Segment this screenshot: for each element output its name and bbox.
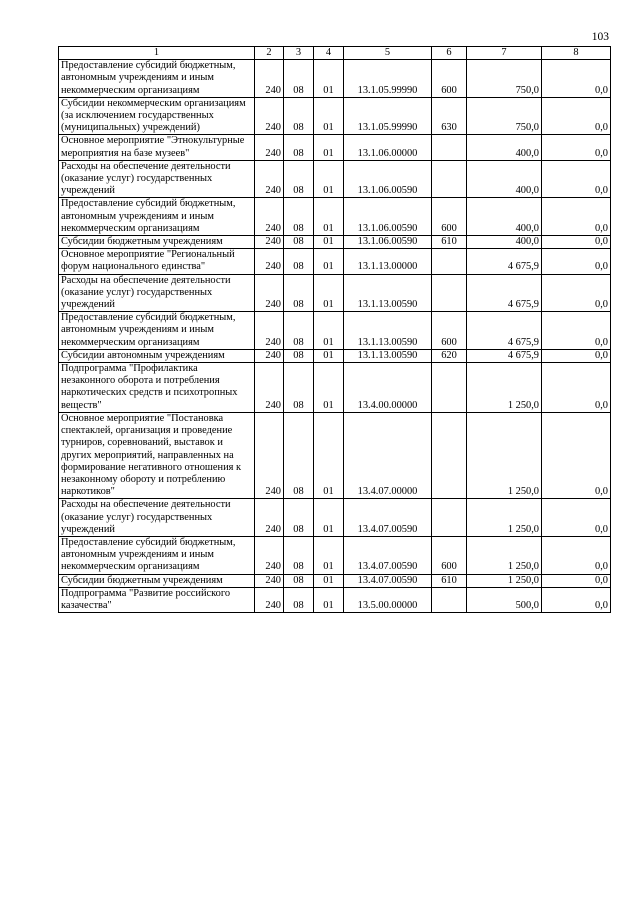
- amount-cell: 1 250,0: [467, 412, 542, 498]
- amount-2-cell: 0,0: [542, 574, 611, 587]
- amount-2-cell: 0,0: [542, 363, 611, 413]
- table-row: [59, 536, 611, 574]
- section-code-cell: 08: [284, 236, 314, 249]
- admin-code-cell: 240: [255, 412, 284, 498]
- item-name-cell: Расходы на обеспечение деятельности (оказание услуг) государственных учреждений: [59, 160, 255, 198]
- subsection-code-cell: 01: [314, 135, 344, 160]
- section-code-cell: 08: [284, 349, 314, 362]
- target-code-cell: 13.5.00.00000: [344, 587, 432, 612]
- target-code-cell: 13.1.06.00000: [344, 135, 432, 160]
- admin-code-cell: 240: [255, 160, 284, 198]
- amount-cell: 400,0: [467, 135, 542, 160]
- amount-2-cell: 0,0: [542, 60, 611, 98]
- admin-code-cell: 240: [255, 198, 284, 236]
- amount-2-cell: 0,0: [542, 236, 611, 249]
- expense-type-cell: 610: [432, 574, 467, 587]
- table-row: [59, 60, 611, 98]
- admin-code-cell: 240: [255, 274, 284, 312]
- target-code-cell: 13.1.05.99990: [344, 97, 432, 135]
- column-header: 7: [467, 47, 542, 60]
- table-row: [59, 198, 611, 236]
- subsection-code-cell: 01: [314, 349, 344, 362]
- page-number: 103: [591, 31, 609, 43]
- expense-type-cell: 600: [432, 312, 467, 350]
- amount-cell: 400,0: [467, 160, 542, 198]
- amount-cell: 1 250,0: [467, 536, 542, 574]
- section-code-cell: 08: [284, 574, 314, 587]
- admin-code-cell: 240: [255, 236, 284, 249]
- subsection-code-cell: 01: [314, 412, 344, 498]
- table-row: [59, 312, 611, 350]
- expense-type-cell: [432, 274, 467, 312]
- amount-cell: 750,0: [467, 60, 542, 98]
- table-row: [59, 97, 611, 135]
- amount-cell: 4 675,9: [467, 274, 542, 312]
- section-code-cell: 08: [284, 60, 314, 98]
- target-code-cell: 13.4.07.00000: [344, 412, 432, 498]
- amount-2-cell: 0,0: [542, 499, 611, 537]
- section-code-cell: 08: [284, 363, 314, 413]
- admin-code-cell: 240: [255, 249, 284, 274]
- admin-code-cell: 240: [255, 312, 284, 350]
- admin-code-cell: 240: [255, 574, 284, 587]
- item-name-cell: Расходы на обеспечение деятельности (оказание услуг) государственных учреждений: [59, 499, 255, 537]
- amount-2-cell: 0,0: [542, 536, 611, 574]
- admin-code-cell: 240: [255, 60, 284, 98]
- amount-cell: 750,0: [467, 97, 542, 135]
- target-code-cell: 13.1.13.00590: [344, 349, 432, 362]
- target-code-cell: 13.4.07.00590: [344, 499, 432, 537]
- target-code-cell: 13.1.13.00590: [344, 312, 432, 350]
- item-name-cell: Предоставление субсидий бюджетным, автономным учреждениям и иным некоммерческим организациям: [59, 60, 255, 98]
- target-code-cell: 13.4.07.00590: [344, 536, 432, 574]
- target-code-cell: 13.4.00.00000: [344, 363, 432, 413]
- table-row: [59, 274, 611, 312]
- column-header: 5: [344, 47, 432, 60]
- amount-2-cell: 0,0: [542, 198, 611, 236]
- header-row: [59, 47, 611, 60]
- amount-2-cell: 0,0: [542, 135, 611, 160]
- section-code-cell: 08: [284, 160, 314, 198]
- section-code-cell: 08: [284, 587, 314, 612]
- column-header: 4: [314, 47, 344, 60]
- expense-type-cell: 600: [432, 536, 467, 574]
- subsection-code-cell: 01: [314, 236, 344, 249]
- target-code-cell: 13.4.07.00590: [344, 574, 432, 587]
- amount-cell: 400,0: [467, 236, 542, 249]
- item-name-cell: Субсидии некоммерческим организациям (за исключением государственных (муниципальных) учреждений): [59, 97, 255, 135]
- expense-type-cell: [432, 499, 467, 537]
- section-code-cell: 08: [284, 499, 314, 537]
- expense-type-cell: [432, 160, 467, 198]
- admin-code-cell: 240: [255, 363, 284, 413]
- column-header: 8: [542, 47, 611, 60]
- column-header: 2: [255, 47, 284, 60]
- table-row: [59, 236, 611, 249]
- amount-2-cell: 0,0: [542, 97, 611, 135]
- table-row: [59, 499, 611, 537]
- expense-type-cell: 620: [432, 349, 467, 362]
- subsection-code-cell: 01: [314, 97, 344, 135]
- section-code-cell: 08: [284, 312, 314, 350]
- amount-cell: 4 675,9: [467, 349, 542, 362]
- admin-code-cell: 240: [255, 499, 284, 537]
- section-code-cell: 08: [284, 135, 314, 160]
- table-row: [59, 160, 611, 198]
- subsection-code-cell: 01: [314, 249, 344, 274]
- amount-cell: 1 250,0: [467, 499, 542, 537]
- subsection-code-cell: 01: [314, 312, 344, 350]
- subsection-code-cell: 01: [314, 499, 344, 537]
- item-name-cell: Субсидии автономным учреждениям: [59, 349, 255, 362]
- amount-cell: 1 250,0: [467, 363, 542, 413]
- expense-type-cell: 600: [432, 198, 467, 236]
- item-name-cell: Предоставление субсидий бюджетным, автономным учреждениям и иным некоммерческим организациям: [59, 536, 255, 574]
- subsection-code-cell: 01: [314, 198, 344, 236]
- subsection-code-cell: 01: [314, 363, 344, 413]
- admin-code-cell: 240: [255, 349, 284, 362]
- amount-2-cell: 0,0: [542, 274, 611, 312]
- item-name-cell: Предоставление субсидий бюджетным, автономным учреждениям и иным некоммерческим организациям: [59, 312, 255, 350]
- item-name-cell: Подпрограмма "Развитие российского казачества": [59, 587, 255, 612]
- subsection-code-cell: 01: [314, 536, 344, 574]
- amount-2-cell: 0,0: [542, 160, 611, 198]
- item-name-cell: Субсидии бюджетным учреждениям: [59, 236, 255, 249]
- item-name-cell: Основное мероприятие "Постановка спектаклей, организация и проведение турниров, соревнований, выставок и других мероприятий, направленных на формирование негативного отношения к незаконному обороту и потреблению наркотиков": [59, 412, 255, 498]
- table-row: [59, 587, 611, 612]
- table-row: [59, 349, 611, 362]
- item-name-cell: Субсидии бюджетным учреждениям: [59, 574, 255, 587]
- target-code-cell: 13.1.06.00590: [344, 236, 432, 249]
- subsection-code-cell: 01: [314, 274, 344, 312]
- column-header: 1: [59, 47, 255, 60]
- admin-code-cell: 240: [255, 587, 284, 612]
- item-name-cell: Подпрограмма "Профилактика незаконного оборота и потребления наркотических средств и психотропных веществ": [59, 363, 255, 413]
- amount-cell: 4 675,9: [467, 249, 542, 274]
- expense-type-cell: [432, 135, 467, 160]
- table-row: [59, 363, 611, 413]
- target-code-cell: 13.1.13.00000: [344, 249, 432, 274]
- admin-code-cell: 240: [255, 135, 284, 160]
- table-body: [59, 47, 611, 613]
- item-name-cell: Предоставление субсидий бюджетным, автономным учреждениям и иным некоммерческим организациям: [59, 198, 255, 236]
- section-code-cell: 08: [284, 198, 314, 236]
- target-code-cell: 13.1.06.00590: [344, 198, 432, 236]
- expense-type-cell: [432, 412, 467, 498]
- amount-2-cell: 0,0: [542, 312, 611, 350]
- section-code-cell: 08: [284, 536, 314, 574]
- target-code-cell: 13.1.05.99990: [344, 60, 432, 98]
- subsection-code-cell: 01: [314, 60, 344, 98]
- amount-2-cell: 0,0: [542, 249, 611, 274]
- section-code-cell: 08: [284, 249, 314, 274]
- admin-code-cell: 240: [255, 536, 284, 574]
- amount-2-cell: 0,0: [542, 349, 611, 362]
- expense-type-cell: 610: [432, 236, 467, 249]
- expense-type-cell: [432, 587, 467, 612]
- table-row: [59, 249, 611, 274]
- column-header: 6: [432, 47, 467, 60]
- amount-cell: 4 675,9: [467, 312, 542, 350]
- budget-table: [58, 46, 611, 613]
- expense-type-cell: [432, 363, 467, 413]
- item-name-cell: Расходы на обеспечение деятельности (оказание услуг) государственных учреждений: [59, 274, 255, 312]
- table-row: [59, 135, 611, 160]
- subsection-code-cell: 01: [314, 574, 344, 587]
- column-header: 3: [284, 47, 314, 60]
- item-name-cell: Основное мероприятие "Региональный форум национального единства": [59, 249, 255, 274]
- target-code-cell: 13.1.06.00590: [344, 160, 432, 198]
- section-code-cell: 08: [284, 97, 314, 135]
- section-code-cell: 08: [284, 412, 314, 498]
- section-code-cell: 08: [284, 274, 314, 312]
- amount-cell: 500,0: [467, 587, 542, 612]
- table-row: [59, 574, 611, 587]
- amount-2-cell: 0,0: [542, 587, 611, 612]
- expense-type-cell: [432, 249, 467, 274]
- expense-type-cell: 630: [432, 97, 467, 135]
- item-name-cell: Основное мероприятие "Этнокультурные мероприятия на базе музеев": [59, 135, 255, 160]
- amount-2-cell: 0,0: [542, 412, 611, 498]
- expense-type-cell: 600: [432, 60, 467, 98]
- admin-code-cell: 240: [255, 97, 284, 135]
- subsection-code-cell: 01: [314, 160, 344, 198]
- subsection-code-cell: 01: [314, 587, 344, 612]
- amount-cell: 400,0: [467, 198, 542, 236]
- target-code-cell: 13.1.13.00590: [344, 274, 432, 312]
- amount-cell: 1 250,0: [467, 574, 542, 587]
- table-row: [59, 412, 611, 498]
